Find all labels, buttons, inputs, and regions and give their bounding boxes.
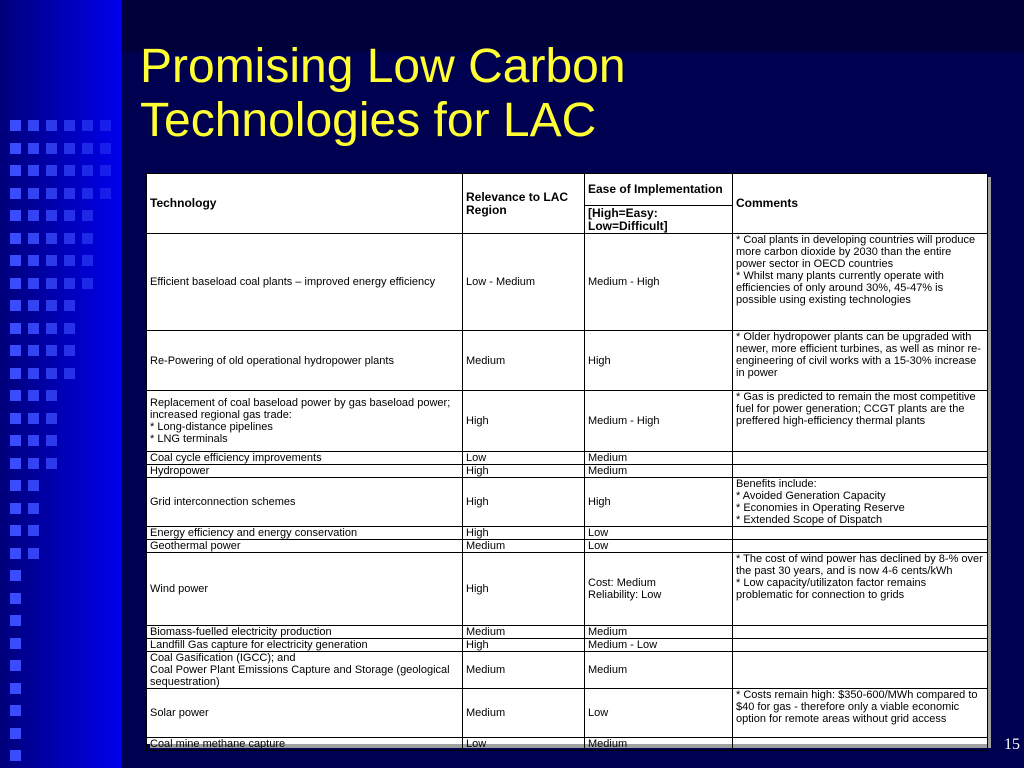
cell-comments — [733, 639, 988, 652]
cell-relevance: Low - Medium — [463, 234, 585, 331]
decorative-square — [64, 300, 75, 311]
cell-technology: Solar power — [147, 689, 463, 738]
decorative-square — [46, 120, 57, 131]
cell-ease: High — [585, 331, 733, 391]
decorative-square — [82, 210, 93, 221]
table-row — [147, 738, 988, 751]
decorative-square — [100, 188, 111, 199]
cell-technology: Landfill Gas capture for electricity generation — [147, 639, 463, 652]
decorative-square — [28, 210, 39, 221]
title-line-1: Promising Low Carbon — [140, 40, 626, 93]
cell-technology: Coal mine methane capture — [147, 738, 463, 751]
header-technology: Technology — [147, 174, 463, 234]
decorative-square — [46, 210, 57, 221]
decorative-square — [28, 435, 39, 446]
decorative-squares — [0, 118, 122, 768]
cell-technology: Coal cycle efficiency improvements — [147, 452, 463, 465]
decorative-square — [10, 660, 21, 671]
cell-technology: Hydropower — [147, 465, 463, 478]
decorative-square — [28, 390, 39, 401]
decorative-square — [10, 345, 21, 356]
decorative-square — [82, 165, 93, 176]
decorative-square — [10, 593, 21, 604]
cell-relevance: Low — [463, 738, 585, 751]
cell-technology: Grid interconnection schemes — [147, 478, 463, 527]
table-row — [147, 527, 988, 540]
decorative-square — [28, 480, 39, 491]
decorative-square — [46, 278, 57, 289]
cell-ease: Low — [585, 540, 733, 553]
table-row — [147, 452, 988, 465]
cell-ease: Medium — [585, 738, 733, 751]
decorative-square — [10, 638, 21, 649]
cell-relevance: High — [463, 478, 585, 527]
cell-technology: Geothermal power — [147, 540, 463, 553]
decorative-square — [82, 255, 93, 266]
table-row — [147, 553, 988, 626]
decorative-square — [46, 458, 57, 469]
decorative-square — [10, 323, 21, 334]
cell-relevance: Medium — [463, 626, 585, 639]
decorative-square — [10, 278, 21, 289]
decorative-square — [64, 255, 75, 266]
cell-ease: Medium — [585, 465, 733, 478]
decorative-square — [64, 188, 75, 199]
decorative-square — [82, 188, 93, 199]
decorative-square — [82, 233, 93, 244]
decorative-square — [46, 300, 57, 311]
cell-comments — [733, 738, 988, 751]
table-header-row — [147, 174, 988, 206]
cell-comments — [733, 527, 988, 540]
cell-relevance: High — [463, 465, 585, 478]
decorative-square — [28, 188, 39, 199]
decorative-square — [10, 368, 21, 379]
cell-relevance: High — [463, 391, 585, 452]
cell-relevance: High — [463, 527, 585, 540]
decorative-square — [28, 368, 39, 379]
decorative-square — [46, 368, 57, 379]
table-row — [147, 652, 988, 689]
decorative-square — [82, 278, 93, 289]
table-body — [147, 234, 988, 751]
cell-ease: Medium - High — [585, 234, 733, 331]
decorative-square — [64, 165, 75, 176]
table-row — [147, 626, 988, 639]
decorative-square — [10, 143, 21, 154]
cell-comments — [733, 540, 988, 553]
table-row — [147, 478, 988, 527]
decorative-square — [64, 143, 75, 154]
cell-relevance: Medium — [463, 540, 585, 553]
decorative-square — [64, 323, 75, 334]
decorative-square — [28, 300, 39, 311]
slide-title — [140, 40, 840, 148]
decorative-square — [10, 570, 21, 581]
decorative-square — [10, 300, 21, 311]
header-relevance: Relevance to LAC Region — [463, 174, 585, 234]
table-row — [147, 234, 988, 331]
table-row — [147, 689, 988, 738]
technology-table-container — [146, 173, 987, 750]
decorative-square — [10, 210, 21, 221]
cell-relevance: High — [463, 553, 585, 626]
cell-technology: Energy efficiency and energy conservation — [147, 527, 463, 540]
cell-technology: Biomass-fuelled electricity production — [147, 626, 463, 639]
decorative-square — [100, 165, 111, 176]
decorative-square — [100, 120, 111, 131]
decorative-square — [10, 728, 21, 739]
decorative-square — [10, 615, 21, 626]
decorative-square — [28, 323, 39, 334]
decorative-square — [10, 435, 21, 446]
cell-comments — [733, 652, 988, 689]
cell-relevance: Medium — [463, 331, 585, 391]
decorative-square — [46, 390, 57, 401]
decorative-square — [46, 435, 57, 446]
cell-comments: * The cost of wind power has declined by 8-% over the past 30 years, and is now 4-6 cents/kWh * Low capacity/utilizaton factor remains problematic for connection to grids — [733, 553, 988, 626]
decorative-square — [46, 233, 57, 244]
decorative-square — [28, 255, 39, 266]
table-row — [147, 391, 988, 452]
cell-technology: Replacement of coal baseload power by gas baseload power; increased regional gas trade: * Long-distance pipelines * LNG terminals — [147, 391, 463, 452]
cell-relevance: Medium — [463, 689, 585, 738]
header-ease: Ease of Implementation — [585, 174, 733, 206]
decorative-square — [82, 143, 93, 154]
decorative-square — [28, 143, 39, 154]
cell-ease: Medium — [585, 626, 733, 639]
decorative-square — [10, 413, 21, 424]
cell-technology: Coal Gasification (IGCC); and Coal Power Plant Emissions Capture and Storage (geological sequestration) — [147, 652, 463, 689]
cell-ease: High — [585, 478, 733, 527]
cell-relevance: High — [463, 639, 585, 652]
cell-relevance: Low — [463, 452, 585, 465]
table-row — [147, 540, 988, 553]
decorative-square — [46, 188, 57, 199]
cell-technology: Efficient baseload coal plants – improved energy efficiency — [147, 234, 463, 331]
decorative-square — [10, 188, 21, 199]
page-number: 15 — [1004, 736, 1020, 753]
decorative-square — [10, 548, 21, 559]
decorative-square — [28, 548, 39, 559]
technology-table — [146, 173, 988, 751]
cell-ease: Low — [585, 527, 733, 540]
decorative-square — [28, 503, 39, 514]
decorative-square — [64, 278, 75, 289]
decorative-square — [10, 750, 21, 761]
cell-comments: Benefits include: * Avoided Generation Capacity * Economies in Operating Reserve * Extended Scope of Dispatch — [733, 478, 988, 527]
cell-ease: Cost: Medium Reliability: Low — [585, 553, 733, 626]
cell-comments — [733, 626, 988, 639]
decorative-square — [10, 255, 21, 266]
decorative-square — [10, 120, 21, 131]
decorative-square — [10, 683, 21, 694]
decorative-square — [28, 345, 39, 356]
cell-comments: * Gas is predicted to remain the most competitive fuel for power generation; CCGT plants are the preffered high-efficiency thermal plants — [733, 391, 988, 452]
decorative-square — [10, 525, 21, 536]
decorative-square — [10, 233, 21, 244]
decorative-square — [10, 705, 21, 716]
decorative-square — [28, 120, 39, 131]
decorative-square — [82, 120, 93, 131]
decorative-square — [10, 165, 21, 176]
decorative-square — [28, 233, 39, 244]
cell-ease: Medium - Low — [585, 639, 733, 652]
decorative-square — [46, 323, 57, 334]
title-line-2: Technologies for LAC — [140, 94, 597, 147]
cell-comments — [733, 465, 988, 478]
decorative-square — [10, 503, 21, 514]
header-comments: Comments — [733, 174, 988, 234]
decorative-square — [46, 345, 57, 356]
table-row — [147, 331, 988, 391]
decorative-square — [10, 480, 21, 491]
cell-technology: Wind power — [147, 553, 463, 626]
decorative-square — [28, 525, 39, 536]
decorative-square — [10, 390, 21, 401]
cell-comments: * Coal plants in developing countries will produce more carbon dioxide by 2030 than the entire power sector in OECD countries * Whilst many plants currently operate with efficiencies of only around 30%, 45-47% is possible using existing technologies — [733, 234, 988, 331]
decorative-square — [64, 233, 75, 244]
cell-technology: Re-Powering of old operational hydropower plants — [147, 331, 463, 391]
cell-ease: Medium - High — [585, 391, 733, 452]
header-ease-scale: [High=Easy: Low=Difficult] — [585, 206, 733, 234]
decorative-square — [64, 368, 75, 379]
cell-comments: * Costs remain high: $350-600/MWh compared to $40 for gas - therefore only a viable economic option for remote areas without grid access — [733, 689, 988, 738]
cell-comments — [733, 452, 988, 465]
decorative-square — [28, 458, 39, 469]
decorative-square — [46, 143, 57, 154]
decorative-square — [100, 143, 111, 154]
cell-comments: * Older hydropower plants can be upgraded with newer, more efficient turbines, as well as minor re-engineering of civil works with a 15-30% increase in power — [733, 331, 988, 391]
decorative-square — [46, 413, 57, 424]
decorative-square — [64, 120, 75, 131]
cell-ease: Low — [585, 689, 733, 738]
decorative-square — [64, 345, 75, 356]
decorative-square — [10, 458, 21, 469]
table-row — [147, 639, 988, 652]
cell-relevance: Medium — [463, 652, 585, 689]
decorative-square — [46, 165, 57, 176]
decorative-square — [28, 413, 39, 424]
decorative-square — [28, 165, 39, 176]
cell-ease: Medium — [585, 452, 733, 465]
decorative-square — [46, 255, 57, 266]
decorative-square — [28, 278, 39, 289]
table-row — [147, 465, 988, 478]
cell-ease: Medium — [585, 652, 733, 689]
decorative-square — [64, 210, 75, 221]
